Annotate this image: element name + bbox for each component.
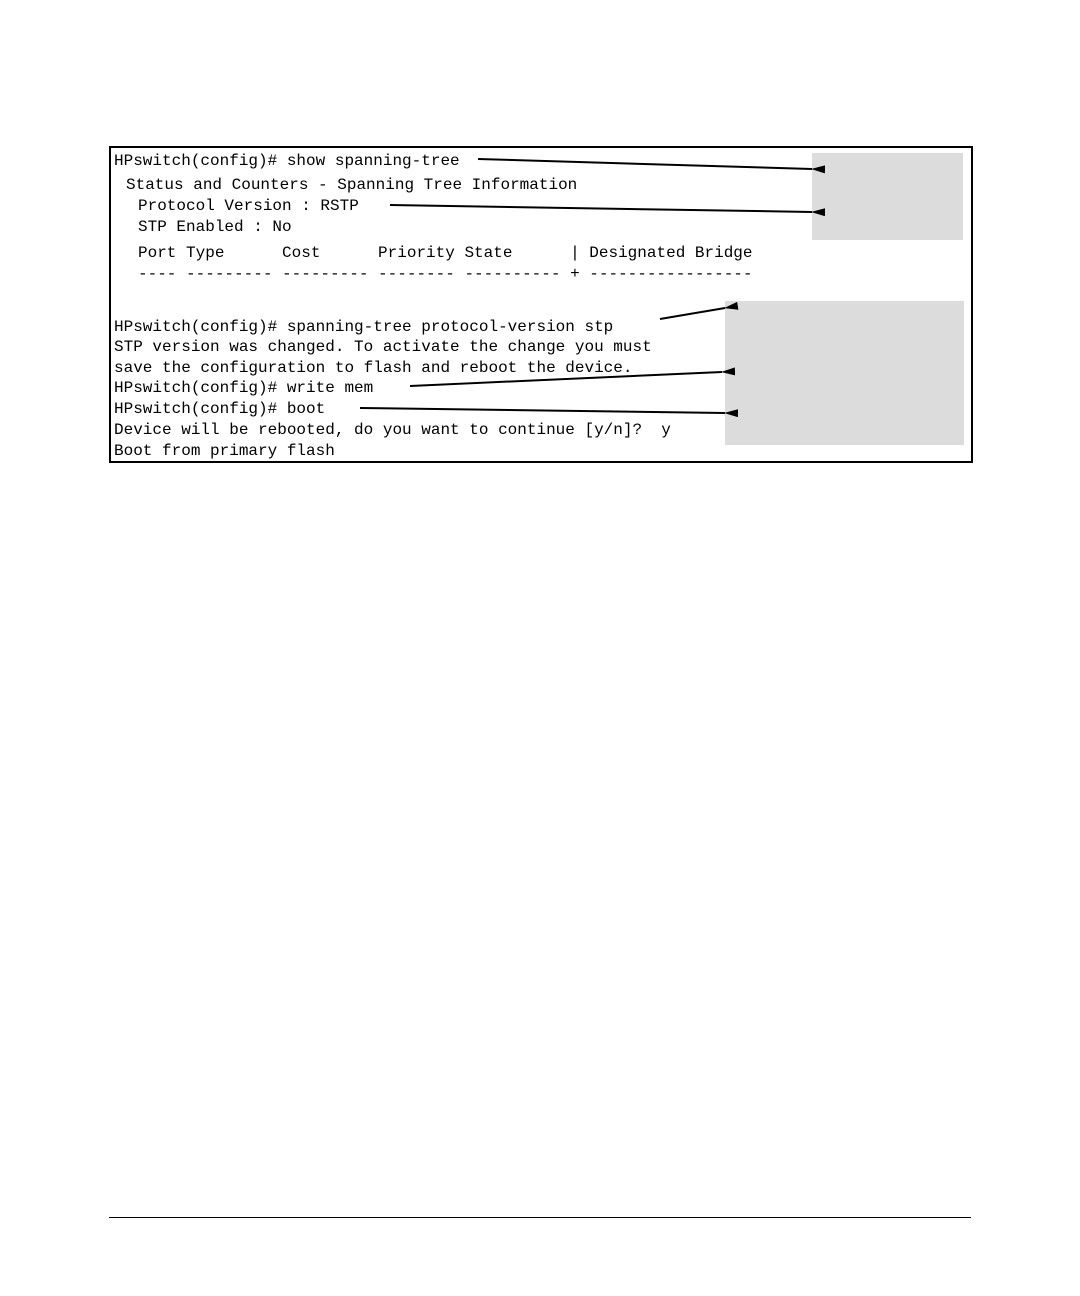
arrow-show-spanning-tree bbox=[478, 159, 812, 169]
cli-line-table-divider: ---- --------- --------- -------- ---------- + ----------------- bbox=[138, 265, 753, 283]
cli-line-stp-enabled: STP Enabled : No bbox=[138, 218, 292, 236]
footer-rule bbox=[109, 1217, 971, 1218]
arrow-protocol-version-stp bbox=[660, 308, 725, 319]
cli-line-version-changed: STP version was changed. To activate the change you must bbox=[114, 338, 652, 356]
cli-line-write-mem: HPswitch(config)# write mem bbox=[114, 379, 374, 397]
cli-line-boot-primary: Boot from primary flash bbox=[114, 442, 335, 460]
cli-line-protocol-version-command: HPswitch(config)# spanning-tree protocol-version stp bbox=[114, 318, 614, 336]
arrow-boot bbox=[360, 408, 725, 413]
cli-line-protocol-version: Protocol Version : RSTP bbox=[138, 197, 359, 215]
cli-line-show-command: HPswitch(config)# show spanning-tree bbox=[114, 152, 460, 170]
cli-line-reboot-prompt: Device will be rebooted, do you want to continue [y/n]? y bbox=[114, 421, 671, 439]
arrow-write-mem bbox=[410, 372, 722, 386]
cli-line-boot: HPswitch(config)# boot bbox=[114, 400, 326, 418]
cli-line-save-config: save the configuration to flash and reboot the device. bbox=[114, 359, 633, 377]
cli-line-status-header: Status and Counters - Spanning Tree Information bbox=[126, 176, 578, 194]
cli-line-table-header: Port Type Cost Priority State | Designated Bridge bbox=[138, 244, 753, 262]
arrow-protocol-version bbox=[390, 205, 812, 212]
